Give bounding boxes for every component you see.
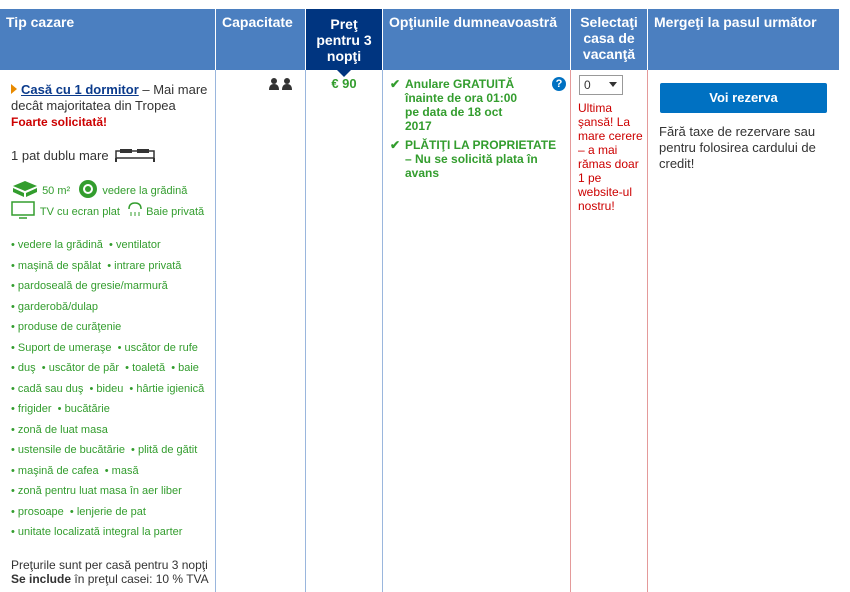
room-size-row [11,179,187,199]
header-next-step [648,9,839,70]
facility-row: • vedere la grădină • ventilator [11,239,161,251]
cancellation-line4: 2017 [405,119,432,133]
room-size-value: 50 m² [42,185,71,197]
facility-item: garderobă/dulap [17,301,99,313]
booking-note [659,124,816,172]
facility-row: • garderobă/dulap [11,301,99,313]
header-capacity [216,9,305,70]
column-divider [570,70,571,592]
cancellation-line2: înainte de ora 01:00 [405,91,518,105]
cancellation-line3: pe data de 18 oct [405,105,503,119]
header-options-label: Opţiunile dumneavoastră [389,14,558,30]
facility-row: • frigider • bucătărie [11,403,110,415]
facility-row: • pardoseală de gresie/marmură [11,280,168,292]
view-label: vedere la grădină [102,185,188,197]
payment-policy [390,138,560,180]
facility-row: • prosoape • lenjerie de pat [11,506,146,518]
header-select-line3: vacanţă [582,46,636,62]
header-capacity-label: Capacitate [222,14,293,30]
facility-item: Suport de umeraşe [17,342,112,354]
chevron-down-icon [609,82,617,87]
check-icon: ✔ [390,138,401,152]
header-room-type-label: Tip cazare [6,14,75,30]
facility-item: unitate localizată integral la parter [17,526,183,538]
payment-line1: PLĂTIŢI LA PROPRIETATE [405,138,557,152]
urgency-line: mare cerere [578,129,643,143]
facility-item: masă [111,465,139,477]
price-value: € 90 [331,76,357,91]
urgency-line: şansă! La [578,115,631,129]
facility-row: • Suport de umeraşe • uscător de rufe [11,342,198,354]
facility-item: produse de curăţenie [17,321,122,333]
tv-label: TV cu ecran plat [39,206,120,218]
payment-text [405,138,560,180]
facility-item: vedere la grădină [17,239,103,251]
room-desc-line1: – Mai mare [142,82,208,97]
facility-row: • maşină de cafea • masă [11,465,139,477]
facility-item: ventilator [115,239,161,251]
header-price-line1: Preţ [330,16,358,32]
urgency-line: rămas doar [578,157,639,171]
eye-icon [77,179,99,199]
facility-item: ustensile de bucătărie [17,444,125,456]
facility-row: • unitate localizată integral la parter [11,526,183,538]
facility-item: lenjerie de pat [76,506,146,518]
room-quantity-value: 0 [584,78,591,92]
room-desc-line2: decât majoritatea din Tropea [11,98,176,113]
check-icon: ✔ [390,77,401,91]
tv-icon [11,201,37,219]
urgency-message [578,101,643,213]
facility-item: baie [178,362,199,374]
facility-item: intrare privată [114,260,182,272]
facility-row: • maşină de spălat • intrare privată [11,260,182,272]
booking-note-line1: Fără taxe de rezervare sau [659,124,816,139]
facility-item: uscător de păr [48,362,120,374]
facility-item: toaletă [132,362,166,374]
help-icon[interactable]: ? [552,77,566,91]
price-note-text: Preţurile sunt per casă pentru 3 nopţi [11,558,208,572]
room-name-link[interactable]: Casă cu 1 dormitor [21,82,139,97]
reserve-button[interactable]: Voi rezerva [660,83,827,113]
bed-label: 1 pat dublu mare [11,148,109,163]
urgency-line: Ultima [578,101,613,115]
tax-note-rest: în preţul casei: 10 % TVA [74,572,209,586]
facility-item: plită de gătit [137,444,198,456]
high-demand-label: Foarte solicitată! [11,115,108,129]
shower-icon [125,201,143,219]
facility-item: hârtie igienică [136,383,205,395]
column-divider [647,70,648,592]
column-divider [382,70,383,592]
payment-line2: – Nu se solicită plata în [405,152,538,166]
facility-item: zonă pentru luat masa în aer liber [17,485,182,497]
facility-item: bucătărie [64,403,110,415]
facility-row: • zonă de luat masa [11,424,108,436]
room-amenity-row [11,201,204,219]
facility-item: duş [17,362,36,374]
header-select-line2: casa de [583,30,635,46]
header-next-step-label: Mergeţi la pasul următor [654,14,817,30]
facility-row: • cadă sau duş • bideu • hârtie igienică [11,383,205,395]
header-price-line2: pentru 3 [316,32,372,48]
urgency-line: nostru! [578,199,615,213]
facility-row: • produse de curăţenie [11,321,122,333]
facility-item: pardoseală de gresie/marmură [17,280,168,292]
price-note [11,558,209,586]
booking-note-line2: pentru folosirea cardului de [659,140,816,155]
facility-item: uscător de rufe [124,342,198,354]
urgency-line: 1 pe [578,171,602,185]
bed-icon [115,148,155,162]
cancellation-line1: Anulare GRATUITĂ [405,77,515,91]
urgency-line: – a mai [578,143,618,157]
room-quantity-select[interactable] [579,75,623,95]
header-options [383,9,570,70]
facility-row: • zonă pentru luat masa în aer liber [11,485,182,497]
bed-info [11,148,155,163]
facility-item: cadă sau duş [17,383,84,395]
header-room-type [0,9,215,70]
header-price[interactable] [306,9,382,70]
two-persons-icon [268,77,294,91]
header-select-line1: Selectaţi [580,14,638,30]
cancellation-policy [390,77,550,133]
facility-row: • ustensile de bucătărie • plită de gătit [11,444,198,456]
facility-item: maşină de cafea [17,465,99,477]
facility-item: prosoape [17,506,64,518]
urgency-line: website-ul [578,185,633,199]
tax-note-bold: Se include [11,572,72,586]
payment-line3: avans [405,166,440,180]
cancellation-text [405,77,550,133]
bath-label: Baie privată [146,206,205,218]
facility-item: frigider [17,403,52,415]
header-select [571,9,647,70]
room-size-icon [11,180,39,198]
column-divider [305,70,306,592]
facility-item: maşină de spălat [17,260,102,272]
tax-note [11,572,209,586]
facility-item: bideu [96,383,124,395]
facility-item: zonă de luat masa [17,424,108,436]
header-price-line3: nopţi [326,48,362,64]
booking-note-line3: credit! [659,156,695,171]
column-divider [215,70,216,592]
facility-row: • duş • uscător de păr • toaletă • baie [11,362,199,374]
expand-arrow-icon [11,84,17,94]
room-title [11,82,211,130]
